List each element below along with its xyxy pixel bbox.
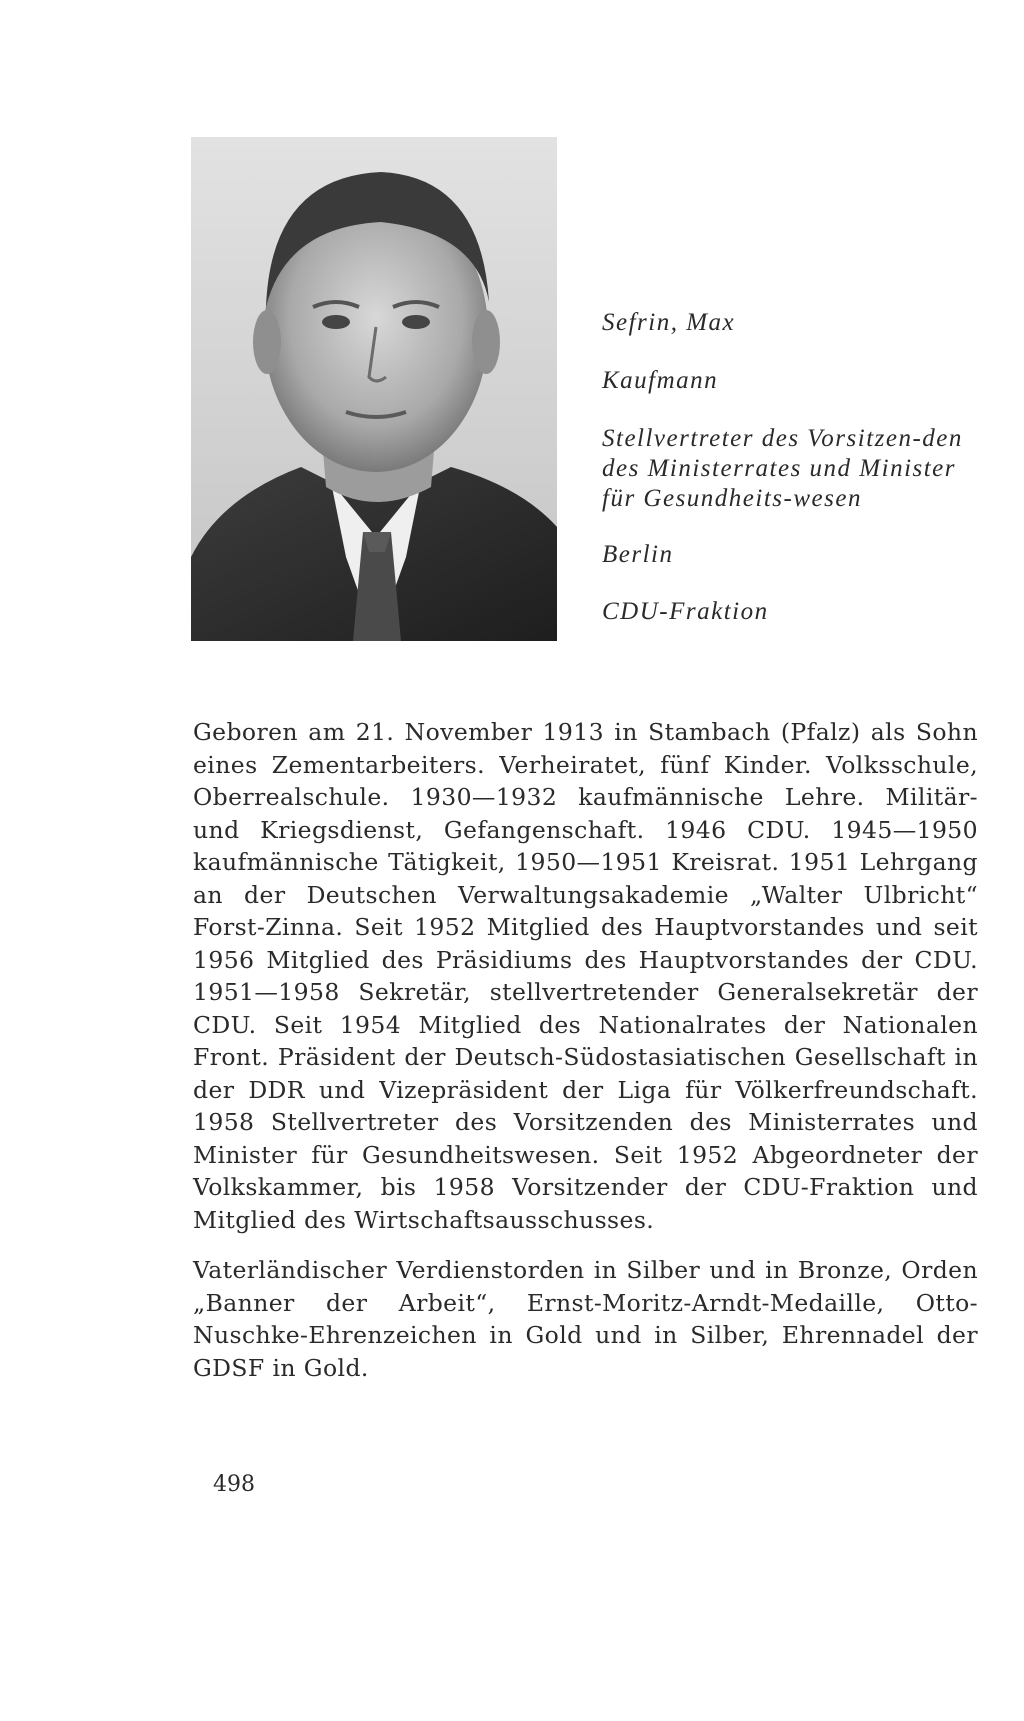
portrait-photo-icon (191, 137, 557, 641)
person-city: Berlin (602, 541, 674, 568)
person-occupation: Kaufmann (602, 367, 719, 394)
person-position: Stellvertreter des Vorsitzen-den des Ministerrates und Minister für Gesundheits-wesen (602, 425, 963, 512)
biography-paragraph: Geboren am 21. November 1913 in Stambach (Pfalz) als Sohn eines Zementarbeiters. Verheiratet, fünf Kinder. Volksschule, Oberrealschule. 1930—1932 kaufmännische Lehre. Militär- und Kriegsdienst, Gefangenschaft. 1946 CDU. 1945—1950 kaufmännische Tätigkeit, 1950—1951 Kreisrat. 1951 Lehrgang an der Deutschen Verwaltungsakademie „Walter Ulbricht“ Forst-Zinna. Seit 1952 Mitglied des Hauptvorstandes und seit 1956 Mitglied des Präsidiums des Hauptvorstandes der CDU. 1951—1958 Sekretär, stellvertretender Generalsekretär der CDU. Seit 1954 Mitglied des Nationalrates der Nationalen Front. Präsident der Deutsch-Südostasiatischen Gesellschaft in der DDR und Vizepräsident der Liga für Völkerfreundschaft. 1958 Stellvertreter des Vorsitzenden des Ministerrates und Minister für Gesundheitswesen. Seit 1952 Abgeordneter der Volkskammer, bis 1958 Vorsitzender der CDU-Fraktion und Mitglied des Wirtschaftsausschusses. (193, 718, 978, 1234)
person-faction: CDU-Fraktion (602, 598, 769, 625)
honors-paragraph: Vaterländischer Verdienstorden in Silber und in Bronze, Orden „Banner der Arbeit“, Ernst-Moritz-Arndt-Medaille, Otto-Nuschke-Ehrenzeichen in Gold und in Silber, Ehrennadel der GDSF in Gold. (193, 1256, 978, 1382)
page-number: 498 (213, 1472, 255, 1497)
person-name: Sefrin, Max (602, 309, 736, 336)
side-info (602, 308, 992, 653)
portrait-photo (191, 137, 557, 641)
